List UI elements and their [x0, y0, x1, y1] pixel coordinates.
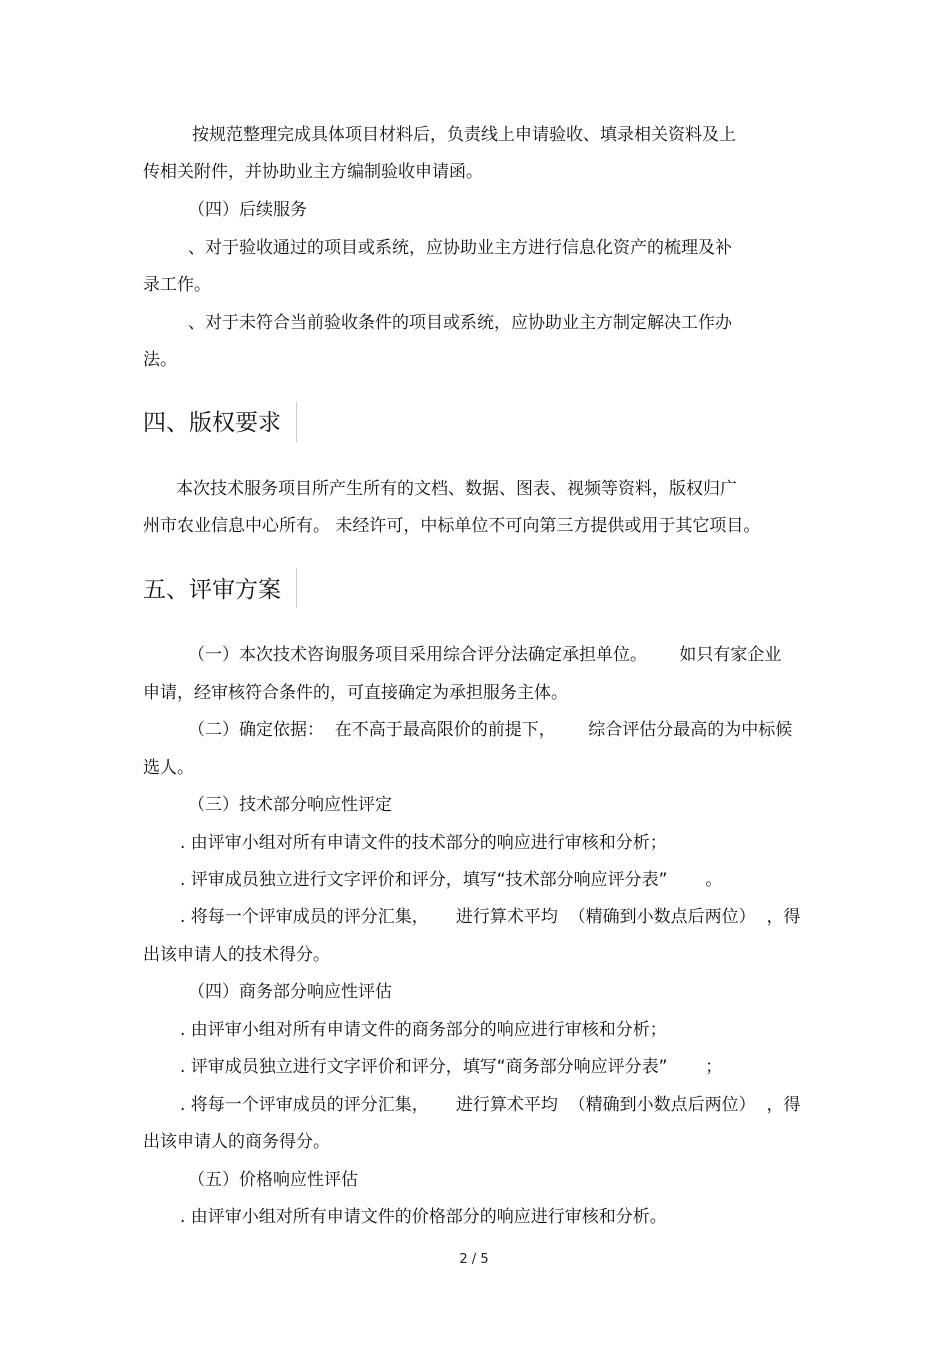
paragraph-line: 州市农业信息中心所有。 未经许可，中标单位不可向第三方提供或用于其它项目。: [143, 516, 761, 536]
heading-divider: [296, 568, 297, 608]
paragraph-line: 传相关附件，并协助业主方编制验收申请函。: [143, 162, 483, 182]
subheading-business: （四）商务部分响应性评估: [188, 982, 392, 1002]
paragraph-line: 、对于验收通过的项目或系统，应协助业主方进行信息化资产的梳理及补: [188, 238, 732, 258]
section-heading-review-plan: 五、评审方案: [143, 577, 281, 603]
subheading-price: （五）价格响应性评估: [188, 1170, 358, 1190]
list-item: . 将每一个评审成员的评分汇集， 进行算术平均 （精确到小数点后两位） ，得: [180, 1095, 801, 1115]
page-number: 2 / 5: [459, 1252, 489, 1267]
list-item: . 评审成员独立进行文字评价和评分，填写“商务部分响应评分表” ；: [180, 1057, 723, 1077]
list-item: . 由评审小组对所有申请文件的技术部分的响应进行审核和分析；: [180, 833, 667, 853]
paragraph-line: （二）确定依据： 在不高于最高限价的前提下， 综合评估分最高的为中标候: [188, 720, 793, 740]
paragraph-line: 本次技术服务项目所产生所有的文档、数据、图表、视频等资料，版权归广: [176, 479, 737, 499]
paragraph-line: 、对于未符合当前验收条件的项目或系统，应协助业主方制定解决工作办: [188, 313, 732, 333]
list-item: . 由评审小组对所有申请文件的商务部分的响应进行审核和分析；: [180, 1020, 667, 1040]
paragraph-line: 申请，经审核符合条件的，可直接确定为承担服务主体。: [143, 683, 568, 703]
subheading-followup-service: （四）后续服务: [188, 200, 307, 220]
paragraph-line: 按规范整理完成具体项目材料后，负责线上申请验收、填录相关资料及上: [192, 125, 736, 145]
paragraph-line: 选人。: [143, 758, 194, 778]
subheading-technical: （三）技术部分响应性评定: [188, 795, 392, 815]
heading-divider: [296, 402, 297, 442]
paragraph-line: 出该申请人的商务得分。: [143, 1132, 330, 1152]
list-item: . 将每一个评审成员的评分汇集， 进行算术平均 （精确到小数点后两位） ，得: [180, 907, 801, 927]
paragraph-line: 出该申请人的技术得分。: [143, 945, 330, 965]
list-item: . 由评审小组对所有申请文件的价格部分的响应进行审核和分析。: [180, 1207, 667, 1227]
paragraph-line: 法。: [143, 350, 177, 370]
paragraph-line: （一）本次技术咨询服务项目采用综合评分法确定承担单位。 如只有家企业: [188, 645, 782, 665]
list-item: . 评审成员独立进行文字评价和评分，填写“技术部分响应评分表” 。: [180, 870, 723, 890]
section-heading-copyright: 四、版权要求: [143, 410, 281, 436]
paragraph-line: 录工作。: [143, 275, 211, 295]
